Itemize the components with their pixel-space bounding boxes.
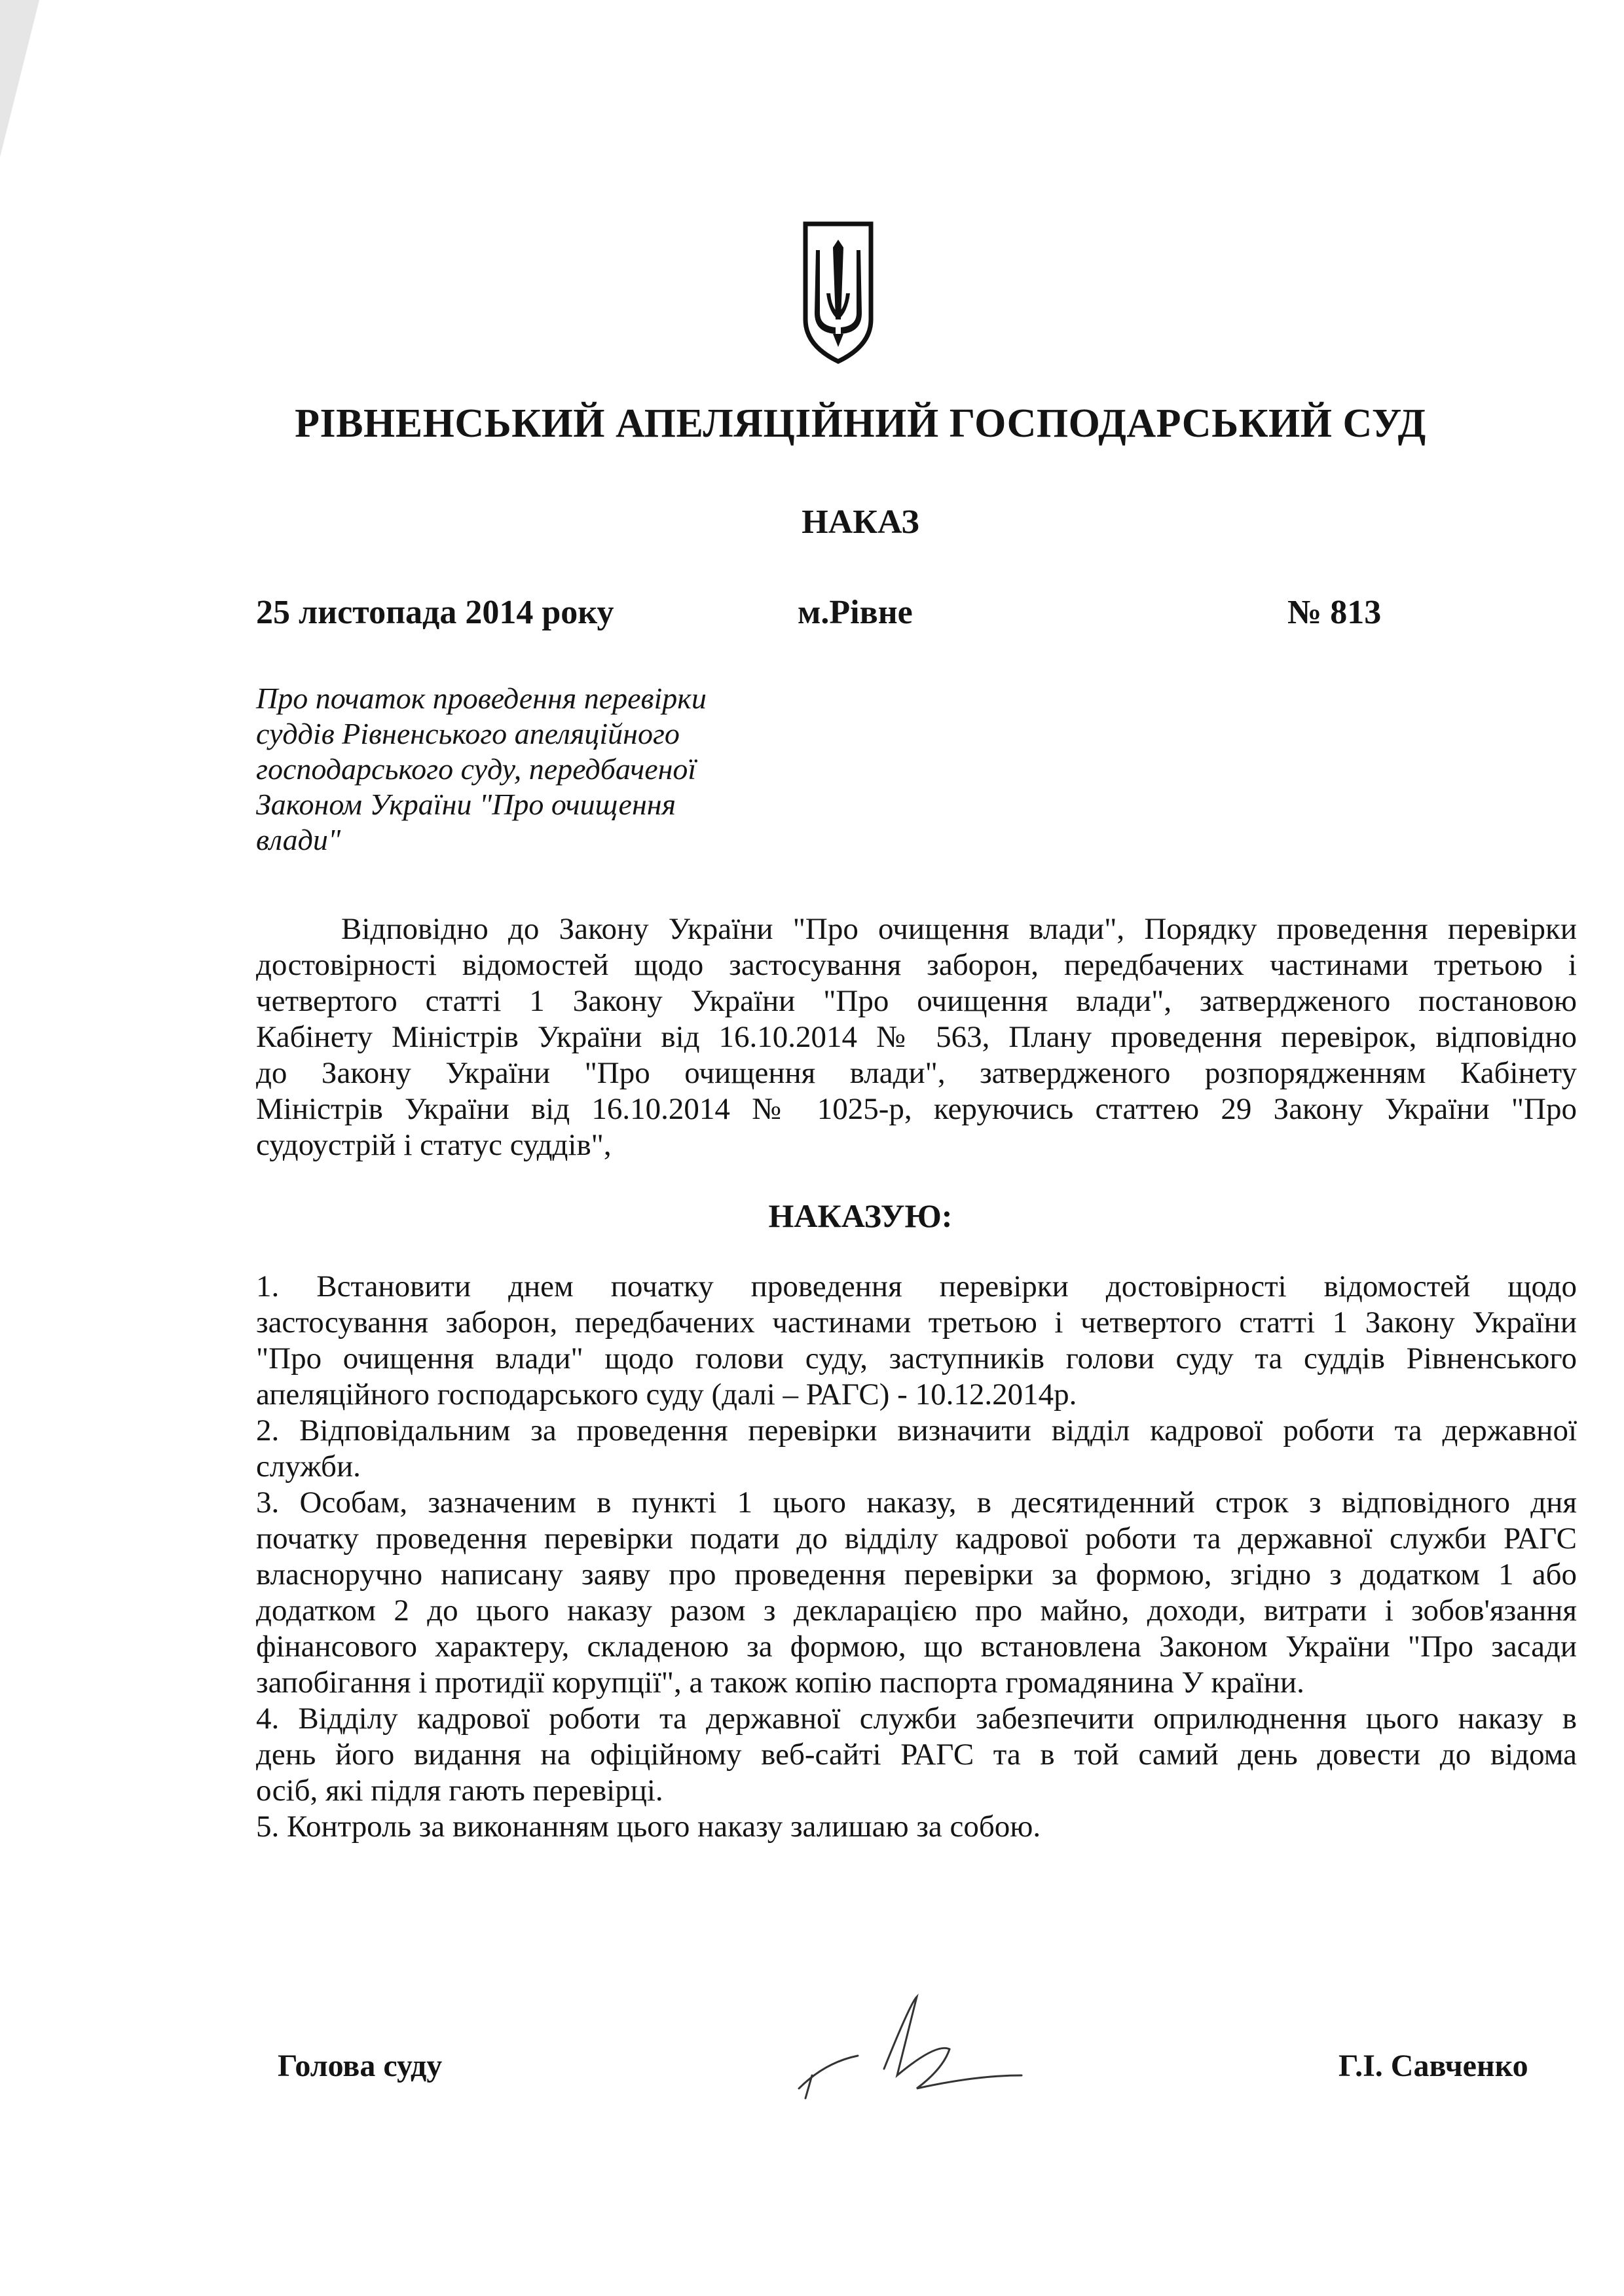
trident-emblem-icon [800, 221, 876, 364]
item-line: апеляційного господарського суду (далі – РАГС) - 10.12.2014р. [256, 1377, 1077, 1412]
item-line: "Про очищення влади" щодо голови суду, заступників голови суду та суддів Рівненського [256, 1341, 1577, 1376]
item-line: 4. Відділу кадрової роботи та державної служби забезпечити оприлюднення цього наказу в [256, 1702, 1577, 1736]
document-type-heading: НАКАЗ [802, 503, 919, 541]
preamble-line: Міністрів України від 16.10.2014 № 1025-р, керуючись статтею 29 Закону України "Про [256, 1092, 1577, 1126]
order-item-2 [256, 1413, 1577, 1485]
preamble-line: судоустрій і статус суддів", [256, 1128, 612, 1162]
item-line: день його видання на офіційному веб-сайті РАГС та в той самий день довести до відома [256, 1738, 1577, 1772]
subject-line: господарського суду, передбаченої [256, 752, 697, 786]
item-line: 2. Відповідальним за проведення перевірки визначити відділ кадрової роботи та державної [256, 1413, 1577, 1448]
order-item-1 [256, 1269, 1577, 1413]
item-line: осіб, які підля гають перевірці. [256, 1774, 663, 1808]
order-heading: НАКАЗУЮ: [768, 1197, 953, 1234]
order-item-3 [256, 1485, 1577, 1701]
court-name-heading: РІВНЕНСЬКИЙ АПЕЛЯЦІЙНИЙ ГОСПОДАРСЬКИЙ СУД [295, 401, 1426, 446]
document-city: м.Рівне [798, 594, 913, 631]
item-line: фінансового характеру, складеною за формою, що встановлена Законом України "Про засади [256, 1630, 1577, 1664]
item-line: застосування заборон, передбачених частинами третьою і четвертого статті 1 Закону України [256, 1305, 1577, 1339]
item-line: власноручно написану заяву про проведення перевірки за формою, згідно з додатком 1 або [256, 1558, 1577, 1592]
document-number: № 813 [1287, 594, 1382, 631]
handwritten-signature [786, 1977, 1035, 2108]
item-line: додатком 2 до цього наказу разом з декларацією про майно, доходи, витрати і зобов'язання [256, 1594, 1577, 1628]
preamble-paragraph [256, 911, 1577, 1163]
subject-line: суддів Рівненського апеляційного [256, 717, 680, 750]
item-line: початку проведення перевірки подати до відділу кадрової роботи та державної служби РАГС [256, 1522, 1577, 1556]
item-line: 5. Контроль за виконанням цього наказу залишаю за собою. [256, 1810, 1041, 1844]
subject-line: Законом України "Про очищення [256, 788, 676, 821]
subject-line: влади" [256, 823, 341, 856]
signatory-name: Г.І. Савченко [1338, 2049, 1528, 2083]
item-line: запобігання і протидії корупції", а також копію паспорта громадянина У країни. [256, 1666, 1304, 1700]
subject-line: Про початок проведення перевірки [256, 682, 707, 715]
preamble-line: Кабінету Міністрів України від 16.10.2014 № 563, Плану проведення перевірок, відповідно [256, 1020, 1577, 1054]
order-item-5 [256, 1809, 1577, 1845]
preamble-line: четвертого статті 1 Закону України "Про очищення влади", затвердженого постановою [256, 984, 1577, 1018]
preamble-line: Відповідно до Закону України "Про очищення влади", Порядку проведення перевірки [341, 912, 1577, 946]
order-items [256, 1269, 1577, 1845]
document-date: 25 листопада 2014 року [256, 594, 614, 631]
order-subject [256, 681, 754, 858]
item-line: служби. [256, 1449, 361, 1484]
preamble-line: до Закону України "Про очищення влади", затвердженого розпорядженням Кабінету [256, 1056, 1577, 1090]
preamble-line: достовірності відомостей щодо застосування заборон, передбачених частинами третьою і [256, 948, 1577, 982]
item-line: 3. Особам, зазначеним в пункті 1 цього наказу, в десятиденний строк з відповідного дня [256, 1485, 1577, 1520]
scan-corner-shadow [0, 0, 52, 170]
signatory-position: Голова суду [278, 2049, 443, 2083]
order-item-4 [256, 1701, 1577, 1809]
item-line: 1. Встановити днем початку проведення перевірки достовірності відомостей щодо [256, 1269, 1577, 1303]
